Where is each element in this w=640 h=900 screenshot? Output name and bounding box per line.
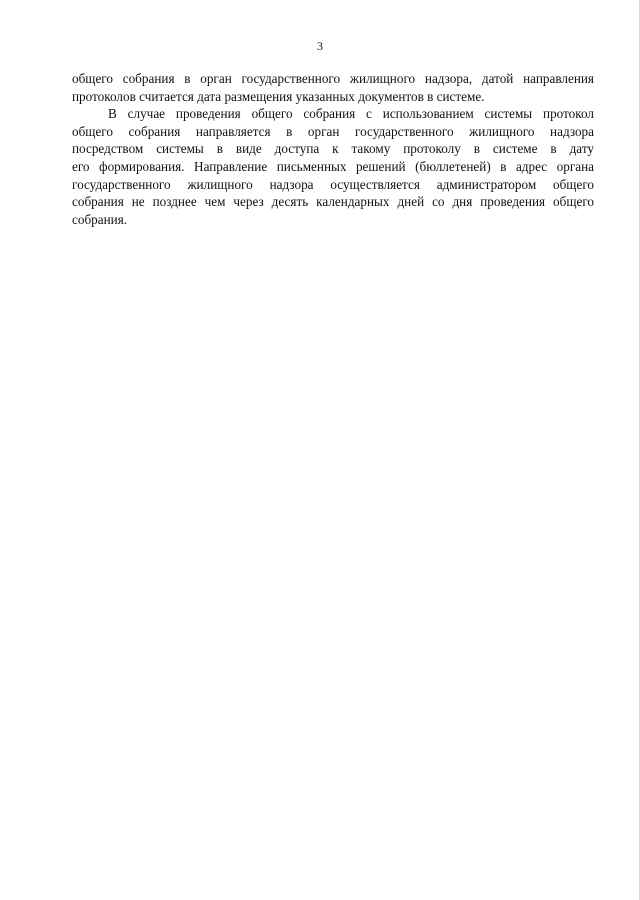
paragraph-2 [72, 105, 594, 228]
text-line: общего собрания в орган государственного жилищного надзора, датой направления [72, 71, 594, 86]
text-line: его формирования. Направление письменных решений (бюллетеней) в адрес органа [72, 158, 594, 174]
paragraph-1 [72, 70, 594, 105]
text-line: собрания не позднее чем через десять календарных дней со дня проведения общего [72, 194, 594, 210]
document-body [72, 70, 594, 228]
text-line: общего собрания направляется в орган государственного жилищного надзора [72, 123, 594, 139]
page-number: 3 [317, 39, 323, 53]
text-line: государственного жилищного надзора осуществляется администратором общего [72, 176, 594, 192]
text-line: В случае проведения общего собрания с использованием системы протокол [108, 106, 594, 122]
text-line: собрания. [72, 211, 128, 227]
text-line: протоколов считается дата размещения указанных документов в системе. [72, 88, 485, 104]
text-line: посредством системы в виде доступа к такому протоколу в системе в дату [72, 141, 594, 157]
